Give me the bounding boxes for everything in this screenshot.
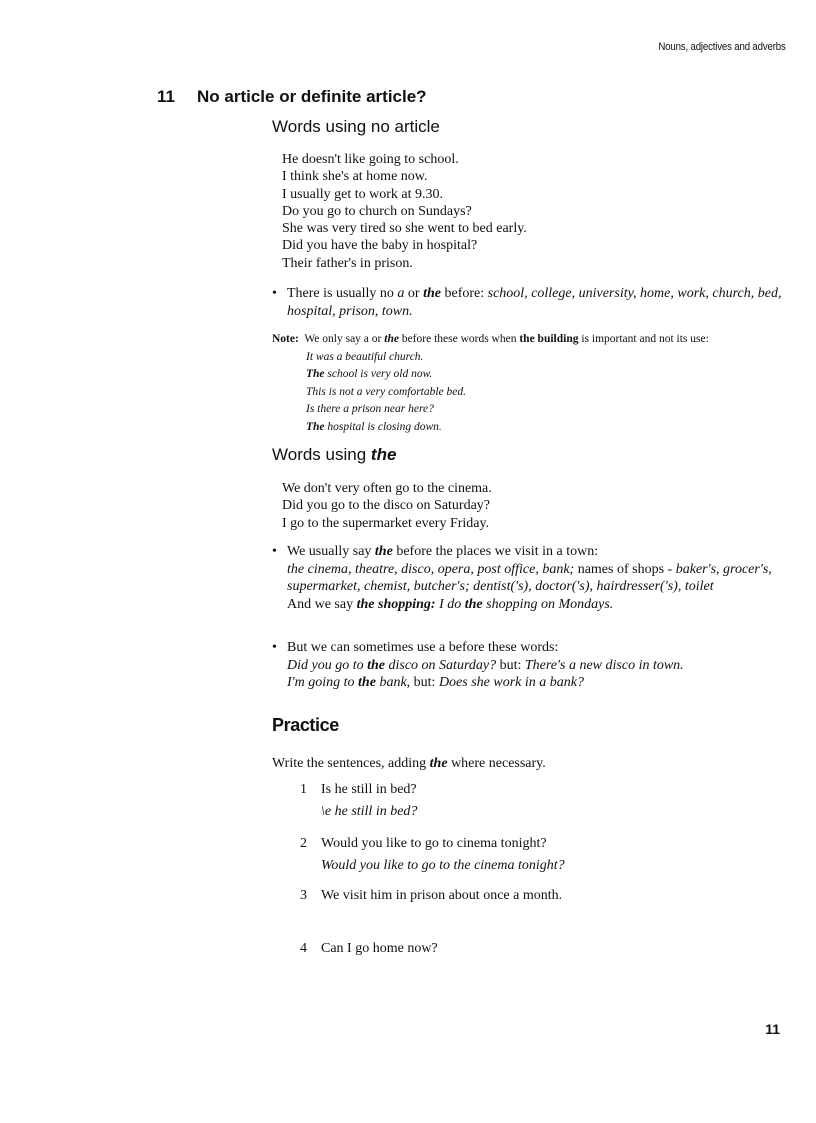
question-text: Can I go home now? — [321, 941, 438, 956]
example-sentence: She was very tired so she went to bed early. — [282, 221, 527, 237]
bullet-icon: • — [272, 640, 277, 655]
note-example: The school is very old now. — [306, 368, 433, 381]
examples-no-article — [282, 151, 527, 272]
example-sentence: Do you go to church on Sundays? — [282, 203, 472, 219]
example-sentence: Did you go to the disco on Saturday? — [282, 498, 491, 514]
example-sentence: Did you have the baby in hospital? — [282, 238, 478, 254]
question-number: 1 — [300, 782, 307, 797]
practice-question — [300, 888, 780, 904]
example-sentence: I usually get to work at 9.30. — [282, 186, 443, 202]
practice-question — [300, 941, 780, 957]
examples-the — [282, 480, 492, 532]
note-example: This is not a very comfortable bed. — [306, 385, 467, 398]
question-number: 3 — [300, 888, 307, 903]
question-text: Is he still in bed? — [321, 782, 417, 797]
rule-bullet-exception: • But we can sometimes use a before these words: Did you go to the disco on Saturday? but: There's a new disco in town. I'm going to the bank, but: Does she work in a bank? — [272, 640, 684, 690]
bullet-icon: • — [272, 544, 277, 559]
example-sentence: I think she's at home now. — [282, 169, 428, 185]
practice-heading: Practice — [272, 715, 339, 735]
page-number: 11 — [765, 1021, 780, 1037]
rule-bullet-no-article: • There is usually no a or the before: school, college, university, home, work, church, bed, hospital, prison, town. — [272, 286, 782, 319]
note-block: Note: We only say a or the before these words when the building is important and not its use: It was a beautiful church. The school is very old now. This is not a very comfortable bed. Is there a prison near here? The hospital is closing down. — [272, 331, 782, 437]
practice-question — [300, 782, 780, 820]
rule-bullet-the: • We usually say the before the places we visit in a town: the cinema, theatre, disco, opera, post office, bank; names of shops - baker's, grocer's, supermarket, chemist, butcher's; dentist('s), doctor('s), hairdresser('s), toilet And we say the shopping: I do the shopping on Mondays. — [272, 544, 772, 612]
note-example: Is there a prison near here? — [306, 403, 434, 416]
note-example: The hospital is closing down. — [306, 420, 442, 433]
unit-number: 11 — [157, 87, 175, 106]
running-header: Nouns, adjectives and adverbs — [658, 41, 786, 53]
example-sentence: I go to the supermarket every Friday. — [282, 515, 490, 531]
example-sentence: Their father's in prison. — [282, 255, 413, 271]
section-heading-the: Words using the — [272, 445, 397, 464]
example-sentence: He doesn't like going to school. — [282, 152, 459, 167]
question-text: We visit him in prison about once a month. — [321, 888, 563, 903]
bullet-icon: • — [272, 286, 277, 301]
section-heading-no-article: Words using no article — [272, 117, 440, 136]
unit-title: No article or definite article? — [197, 87, 427, 106]
question-number: 4 — [300, 941, 307, 956]
question-answer: \e he still in bed? — [321, 804, 418, 819]
note-label: Note: — [272, 333, 299, 345]
example-sentence: We don't very often go to the cinema. — [282, 481, 492, 496]
question-number: 2 — [300, 836, 307, 851]
practice-instruction: Write the sentences, adding the where necessary. — [272, 756, 546, 771]
question-text: Would you like to go to cinema tonight? — [321, 836, 547, 851]
question-answer: Would you like to go to the cinema tonight? — [321, 858, 565, 873]
note-example: It was a beautiful church. — [306, 350, 424, 363]
practice-question — [300, 836, 780, 874]
